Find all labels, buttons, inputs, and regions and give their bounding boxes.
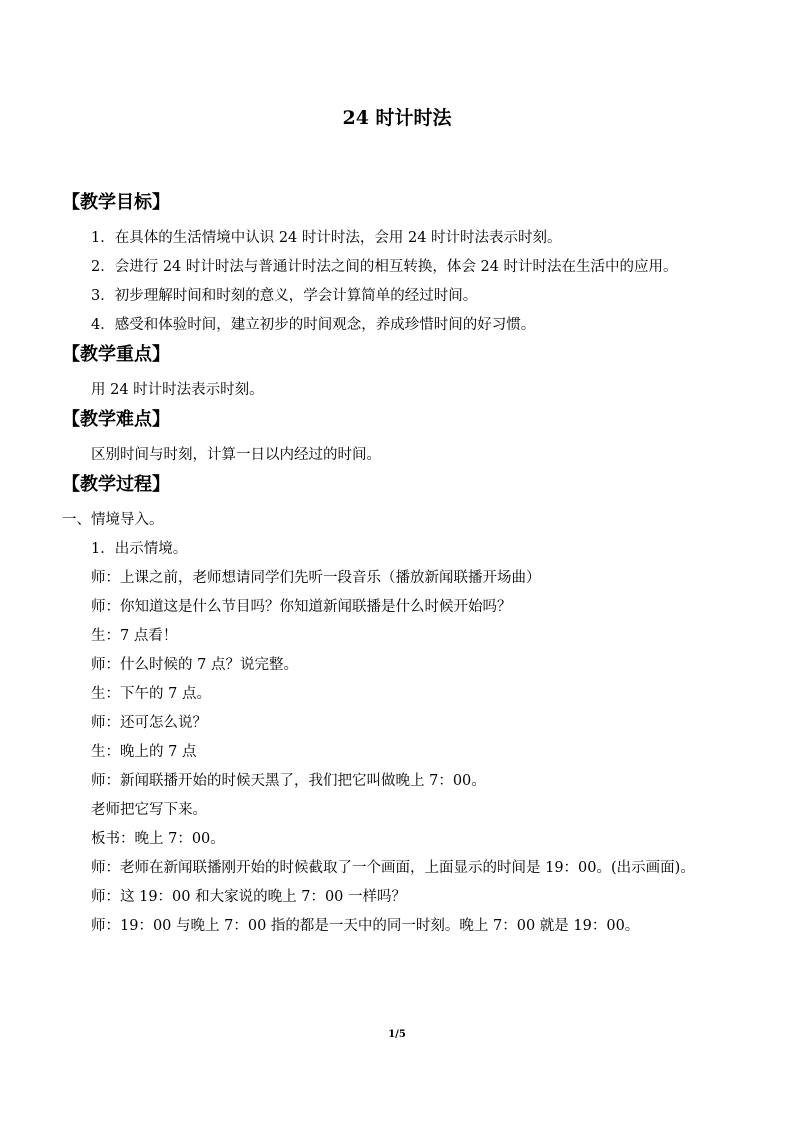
process-line: 生：7 点看！ xyxy=(91,628,178,644)
section-process xyxy=(62,470,716,941)
section-heading-objectives: 【教学目标】 xyxy=(62,192,170,213)
key-points-text: 用 24 时计时法表示时刻。 xyxy=(91,382,264,398)
process-line: 师：19：00 与晚上 7：00 指的都是一天中的同一时刻。晚上 7：00 就是 19：00。 xyxy=(91,918,640,934)
section-heading-process: 【教学过程】 xyxy=(62,474,170,495)
objective-item-4: 4．感受和体验时间，建立初步的时间观念，养成珍惜时间的好习惯。 xyxy=(91,317,536,333)
page-title: 24 时计时法 xyxy=(342,107,452,129)
page-number: 1/5 xyxy=(388,1029,406,1040)
process-line: 老师把它写下来。 xyxy=(91,802,207,818)
objective-item-3: 3．初步理解时间和时刻的意义，学会计算简单的经过时间。 xyxy=(91,288,478,304)
process-line: 师：新闻联播开始的时候天黑了，我们把它叫做晚上 7：00。 xyxy=(91,773,486,789)
process-line: 师：你知道这是什么节目吗？你知道新闻联播是什么时候开始吗？ xyxy=(91,599,512,615)
process-line: 师：上课之前，老师想请同学们先听一段音乐（播放新闻联播开场曲） xyxy=(91,570,541,586)
process-line: 板书：晚上 7：00。 xyxy=(91,831,225,847)
process-line: 师：这 19：00 和大家说的晚上 7：00 一样吗？ xyxy=(91,889,407,905)
process-line: 1．出示情境。 xyxy=(91,541,188,557)
section-difficulties xyxy=(62,405,716,470)
section-heading-difficulties: 【教学难点】 xyxy=(62,409,170,430)
section-heading-key-points: 【教学重点】 xyxy=(62,344,170,365)
section-objectives xyxy=(62,188,716,340)
process-line: 生：下午的 7 点。 xyxy=(91,686,211,702)
process-line: 师：什么时候的 7 点？说完整。 xyxy=(91,657,298,673)
process-line: 师：老师在新闻联播刚开始的时候截取了一个画面，上面显示的时间是 19：00。(出示画面)。 xyxy=(91,860,695,876)
objective-item-2: 2．会进行 24 时计时法与普通计时法之间的相互转换，体会 24 时计时法在生活中的应用。 xyxy=(91,259,678,275)
process-line: 生：晚上的 7 点 xyxy=(91,744,197,760)
difficulties-text: 区别时间与时刻，计算一日以内经过的时间。 xyxy=(91,447,381,463)
document-body xyxy=(62,188,716,941)
section-key-points xyxy=(62,340,716,405)
objective-item-1: 1．在具体的生活情境中认识 24 时计时法，会用 24 时计时法表示时刻。 xyxy=(91,230,562,246)
process-line: 师：还可怎么说？ xyxy=(91,715,207,731)
process-part1-title: 一、情境导入。 xyxy=(62,512,164,528)
